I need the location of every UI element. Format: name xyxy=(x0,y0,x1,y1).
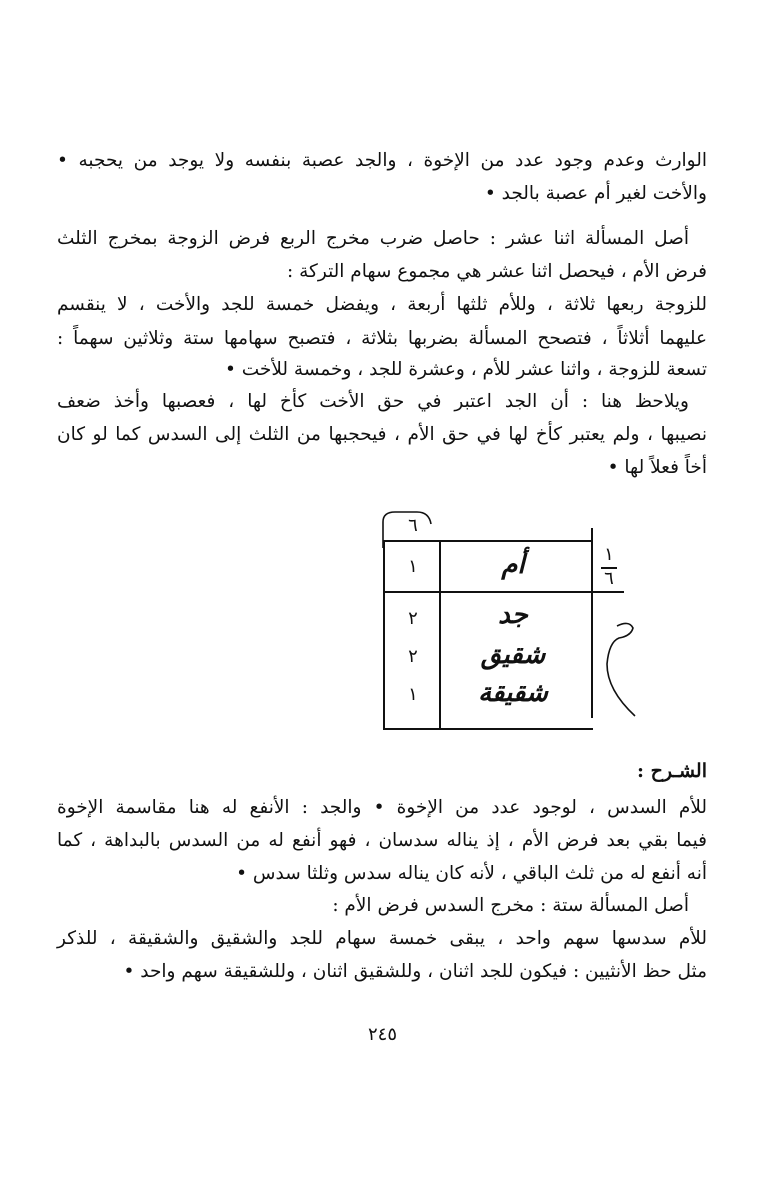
heir-name: جد xyxy=(498,600,528,630)
table-border-left xyxy=(383,540,385,730)
heir-name: شقيق xyxy=(480,640,546,670)
share-value: ٢ xyxy=(408,646,418,667)
paragraph-line: أخاً فعلاً لها • xyxy=(607,457,707,478)
heir-name: شقيقة xyxy=(478,678,548,708)
table-base-number: ٦ xyxy=(408,515,418,536)
heir-name: أم xyxy=(501,550,525,580)
paragraph-line: ويلاحظ هنا : أن الجد اعتبر في حق الأخت كأخ لها ، فعصبها وأخذ ضعف xyxy=(57,391,689,412)
table-border-bottom xyxy=(383,728,593,730)
paragraph-line: نصيبها ، ولم يعتبر كأخ لها في حق الأم ، فيحجبها من الثلث إلى السدس كما لو كان xyxy=(57,424,707,445)
paragraph-line: أنه أنفع له من ثلث الباقي ، لأنه كان يناله سدس وثلثا سدس • xyxy=(236,863,707,884)
paragraph-line: تسعة للزوجة ، واثنا عشر للأم ، وعشرة للجد ، وخمسة للأخت • xyxy=(224,359,707,380)
paragraph-line: للزوجة ربعها ثلاثة ، وللأم ثلثها أربعة ، ويفضل خمسة للجد والأخت ، لا ينقسم xyxy=(57,294,707,315)
fraction-denominator: ٦ xyxy=(604,568,614,589)
explanation-heading: الشـرح : xyxy=(637,760,707,782)
table-border-right xyxy=(591,528,593,718)
table-row-divider xyxy=(383,591,624,593)
paragraph-line: أصل المسألة اثنا عشر : حاصل ضرب مخرج الربع فرض الزوجة بمخرج الثلث xyxy=(57,228,689,249)
table-column-divider xyxy=(439,540,441,730)
paragraph-line: الوارث وعدم وجود عدد من الإخوة ، والجد عصبة بنفسه ولا يوجد من يحجبه • xyxy=(57,150,707,171)
paragraph-line: مثل حظ الأنثيين : فيكون للجد اثنان ، وللشقيق اثنان ، وللشقيقة سهم واحد • xyxy=(123,961,707,982)
share-value: ١ xyxy=(408,556,418,577)
paragraph-line: فرض الأم ، فيحصل اثنا عشر هي مجموع سهام التركة : xyxy=(287,261,707,282)
paragraph-line: والأخت لغير أم عصبة بالجد • xyxy=(484,183,707,204)
fraction-numerator: ١ xyxy=(604,544,614,565)
paragraph-line: للأم السدس ، لوجود عدد من الإخوة • والجد : الأنفع له هنا مقاسمة الإخوة xyxy=(57,797,707,818)
paragraph-line: أصل المسألة ستة : مخرج السدس فرض الأم : xyxy=(332,895,689,916)
page-number: ٢٤٥ xyxy=(367,1024,397,1045)
residue-bracket-icon xyxy=(595,620,640,720)
share-value: ٢ xyxy=(408,608,418,629)
paragraph-line: للأم سدسها سهم واحد ، يبقى خمسة سهام للجد والشقيق والشقيقة ، للذكر xyxy=(57,928,707,949)
share-value: ١ xyxy=(408,684,418,705)
inheritance-table xyxy=(383,515,624,730)
paragraph-line: فيما بقي بعد فرض الأم ، إذ يناله سدسان ، فهو أنفع له من السدس بالبداهة ، كما xyxy=(57,830,707,851)
paragraph-line: عليهما أثلاثاً ، فتصحح المسألة بضربها بثلاثة ، فتصبح سهامها ستة وثلاثين سهماً : xyxy=(57,328,707,349)
